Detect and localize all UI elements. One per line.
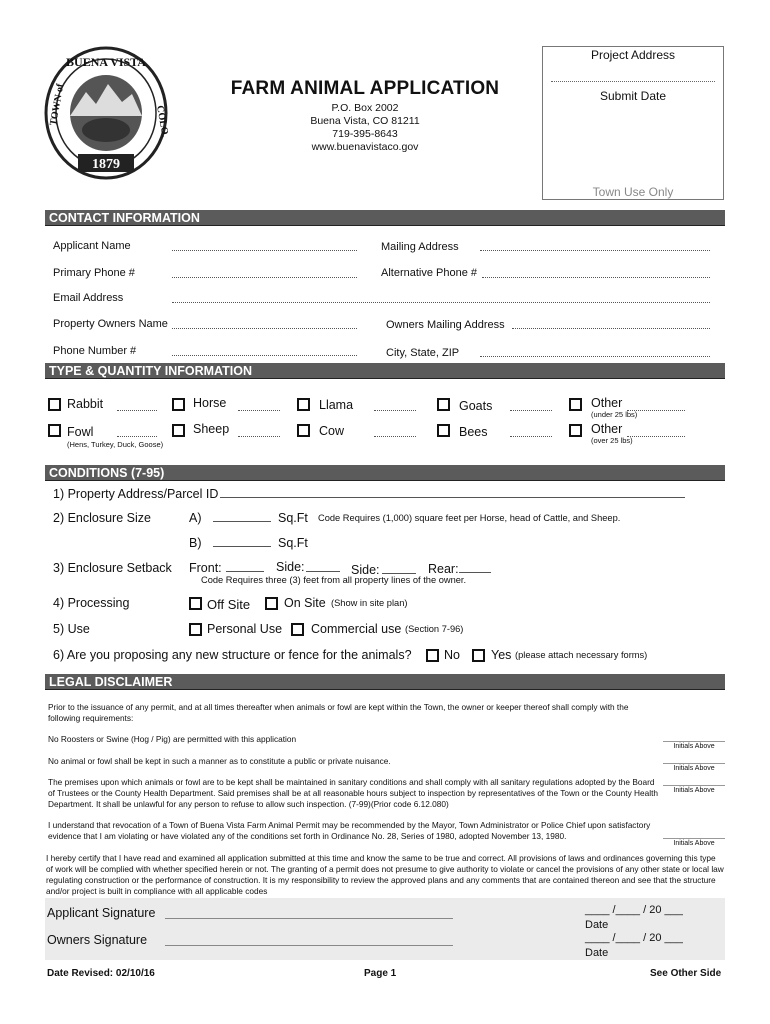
enclosure-size-label: 2) Enclosure Size <box>53 511 151 525</box>
sqft-a-label: Sq.Ft <box>278 511 308 525</box>
initials-field-1[interactable] <box>663 741 725 742</box>
project-address-field[interactable] <box>551 81 715 82</box>
rabbit-label: Rabbit <box>67 397 104 411</box>
address-line: Buena Vista, CO 81211 <box>310 115 420 127</box>
yes-note: (please attach necessary forms) <box>515 650 648 660</box>
yes-label: Yes <box>491 648 512 662</box>
svg-text:COLO.: COLO. <box>154 104 171 138</box>
goats-checkbox[interactable] <box>437 398 450 411</box>
project-address-label: Project Address <box>590 48 676 62</box>
fowl-quantity-field[interactable] <box>117 436 157 437</box>
other-under-quantity-field[interactable] <box>627 410 685 411</box>
side-1-field[interactable] <box>306 571 340 572</box>
fowl-note: (Hens, Turkey, Duck, Goose) <box>67 440 164 449</box>
fowl-label: Fowl <box>67 425 94 439</box>
city-state-zip-field[interactable] <box>480 356 710 357</box>
primary-phone-label: Primary Phone # <box>53 267 135 279</box>
no-label: No <box>444 648 460 662</box>
llama-checkbox[interactable] <box>297 398 310 411</box>
initials-field-2[interactable] <box>663 763 725 764</box>
on-site-checkbox[interactable] <box>265 597 278 610</box>
bees-quantity-field[interactable] <box>510 436 552 437</box>
personal-use-checkbox[interactable] <box>189 623 202 636</box>
owners-signature-field[interactable] <box>165 945 453 946</box>
alternative-phone-field[interactable] <box>482 277 710 278</box>
bees-checkbox[interactable] <box>437 424 450 437</box>
owners-date-label: Date <box>585 947 609 959</box>
svg-text:TOWN of: TOWN of <box>48 82 67 127</box>
sheep-checkbox[interactable] <box>172 424 185 437</box>
initials-label-1: Initials Above <box>673 743 715 750</box>
primary-phone-field[interactable] <box>172 277 357 278</box>
applicant-date-field[interactable]: ____ /____ / 20 ___ <box>585 904 683 916</box>
rear-label: Rear: <box>428 562 459 576</box>
other-over-label: Other <box>591 422 623 436</box>
parcel-id-label: 1) Property Address/Parcel ID <box>53 487 219 501</box>
owners-date-field[interactable]: ____ /____ / 20 ___ <box>585 932 683 944</box>
off-site-checkbox[interactable] <box>189 597 202 610</box>
applicant-name-label: Applicant Name <box>53 240 131 252</box>
initials-field-4[interactable] <box>663 838 725 839</box>
commercial-use-checkbox[interactable] <box>291 623 304 636</box>
owners-mailing-field[interactable] <box>512 328 710 329</box>
horse-checkbox[interactable] <box>172 398 185 411</box>
cow-quantity-field[interactable] <box>374 436 416 437</box>
processing-label: 4) Processing <box>53 596 130 610</box>
alternative-phone-label: Alternative Phone # <box>381 267 478 279</box>
new-structure-question: 6) Are you proposing any new structure or fence for the animals? <box>53 648 412 662</box>
cow-label: Cow <box>319 424 345 438</box>
owners-name-label: Property Owners Name <box>53 318 168 330</box>
personal-use-label: Personal Use <box>207 622 283 636</box>
legal-sanitary: The premises upon which animals or fowl are to be kept shall be maintained in sanitary conditions and shall comply with all sanitary regulations adopted by the Board of Trustees or the County Health Department. Said premises shall be at all reasonable hours subject to inspection by representatives of the Town or the County Health Department. It shall be unlawful for any person to refuse to allow such inspection. (7-99)(Prior code 6.12.080) <box>48 777 659 809</box>
owners-mailing-label: Owners Mailing Address <box>386 319 505 331</box>
legal-section-header: LEGAL DISCLAIMER <box>45 674 725 690</box>
enclosure-a-label: A) <box>189 511 202 525</box>
yes-checkbox[interactable] <box>472 649 485 662</box>
goats-label: Goats <box>459 399 493 413</box>
page-number: Page 1 <box>364 968 397 979</box>
no-checkbox[interactable] <box>426 649 439 662</box>
enclosure-a-field[interactable] <box>213 521 271 522</box>
other-over-checkbox[interactable] <box>569 424 582 437</box>
address-line: 719-395-8643 <box>332 128 398 140</box>
front-field[interactable] <box>226 571 264 572</box>
email-field[interactable] <box>172 302 710 303</box>
form-title: FARM ANIMAL APPLICATION <box>230 78 500 99</box>
on-site-note: (Show in site plan) <box>331 598 408 608</box>
commercial-use-label: Commercial use <box>311 622 402 636</box>
town-use-box <box>542 46 724 200</box>
cow-checkbox[interactable] <box>297 424 310 437</box>
conditions-section-header: CONDITIONS (7-95) <box>45 465 725 481</box>
on-site-label: On Site <box>284 596 326 610</box>
other-over-quantity-field[interactable] <box>627 436 685 437</box>
owners-name-field[interactable] <box>172 328 357 329</box>
horse-label: Horse <box>193 396 227 410</box>
rear-field[interactable] <box>459 572 491 573</box>
applicant-date-label: Date <box>585 919 609 931</box>
legal-no-roosters: No Roosters or Swine (Hog / Pig) are permitted with this application <box>48 734 297 744</box>
legal-revocation: I understand that revocation of a Town of Buena Vista Farm Animal Permit may be recommended by the Mayor, Town Administrator or Police Chief upon satisfactory evidence that I am violating or have violated any of the conditions set forth in Ordinance No. 28, Series of 1980, adopted November 13, 1980. <box>48 820 651 841</box>
city-state-zip-label: City, State, ZIP <box>386 347 460 359</box>
other-under-note: (under 25 lbs) <box>591 410 638 419</box>
applicant-signature-label: Applicant Signature <box>47 906 156 920</box>
town-use-only-label: Town Use Only <box>592 185 674 199</box>
address-line: P.O. Box 2002 <box>331 102 399 114</box>
parcel-id-field[interactable] <box>220 497 685 498</box>
horse-quantity-field[interactable] <box>238 410 280 411</box>
date-revised: Date Revised: 02/10/16 <box>47 968 155 979</box>
initials-label-3: Initials Above <box>673 787 715 794</box>
svg-text:BUENA VISTA: BUENA VISTA <box>66 55 146 69</box>
legal-no-nuisance: No animal or fowl shall be kept in such a manner as to constitute a public or private nuisance. <box>48 756 391 766</box>
applicant-signature-field[interactable] <box>165 918 453 919</box>
sqft-b-label: Sq.Ft <box>278 536 308 550</box>
enclosure-b-label: B) <box>189 536 202 550</box>
mailing-address-field[interactable] <box>480 250 710 251</box>
see-other-side: See Other Side <box>650 968 722 979</box>
goats-quantity-field[interactable] <box>510 410 552 411</box>
llama-label: Llama <box>319 398 354 412</box>
town-address <box>200 102 530 154</box>
applicant-name-field[interactable] <box>172 250 357 251</box>
mailing-address-label: Mailing Address <box>381 241 459 253</box>
setback-code-note: Code Requires three (3) feet from all property lines of the owner. <box>201 575 467 585</box>
sheep-quantity-field[interactable] <box>238 436 280 437</box>
rabbit-quantity-field[interactable] <box>117 410 157 411</box>
town-seal-logo <box>44 46 171 180</box>
enclosure-b-field[interactable] <box>213 546 271 547</box>
contact-section-header: CONTACT INFORMATION <box>45 210 725 226</box>
use-label: 5) Use <box>53 622 90 636</box>
off-site-label: Off Site <box>207 597 251 612</box>
bees-label: Bees <box>459 425 488 439</box>
front-label: Front: <box>189 561 222 575</box>
svg-text:1879: 1879 <box>92 157 120 172</box>
enclosure-setback-label: 3) Enclosure Setback <box>53 561 172 575</box>
side-2-field[interactable] <box>382 573 416 574</box>
phone-number-field[interactable] <box>172 355 357 356</box>
website-link[interactable]: www.buenavistaco.gov <box>311 141 419 153</box>
llama-quantity-field[interactable] <box>374 410 416 411</box>
legal-intro: Prior to the issuance of any permit, and at all times thereafter when animals or fowl are kept within the Town, the owner or keeper thereof shall comply with the following requirements: <box>48 702 629 723</box>
type-quantity-section-header: TYPE & QUANTITY INFORMATION <box>45 363 725 379</box>
other-under-checkbox[interactable] <box>569 398 582 411</box>
commercial-use-note: (Section 7-96) <box>405 624 464 634</box>
certification-statement: I hereby certify that I have read and examined all application submitted at this time and know the same to be true and correct. All provisions of laws and ordinances governing this type of work will be complied with whether specified herein or not. The granting of a permit does not presume to give authority to violate or cancel the provisions of any other state or local law regulating construction or the performance of construction. It is my responsibility to review the approved plans and any comments that are contained thereon and see that the structure and/or project is built in compliance with all applicable codes <box>46 853 724 896</box>
sheep-label: Sheep <box>193 422 230 436</box>
submit-date-label: Submit Date <box>599 89 667 103</box>
signature-area <box>45 898 725 960</box>
initials-label-4: Initials Above <box>673 840 715 847</box>
fowl-checkbox[interactable] <box>48 424 61 437</box>
owners-signature-label: Owners Signature <box>47 933 148 947</box>
enclosure-code-note: Code Requires (1,000) square feet per Horse, head of Cattle, and Sheep. <box>318 513 621 523</box>
initials-label-2: Initials Above <box>673 765 715 772</box>
side-2-label: Side: <box>351 563 380 577</box>
phone-number-label: Phone Number # <box>53 345 137 357</box>
side-1-label: Side: <box>276 560 305 574</box>
initials-field-3[interactable] <box>663 785 725 786</box>
rabbit-checkbox[interactable] <box>48 398 61 411</box>
email-label: Email Address <box>53 292 124 304</box>
other-over-note: (over 25 lbs) <box>591 436 633 445</box>
other-under-label: Other <box>591 396 623 410</box>
